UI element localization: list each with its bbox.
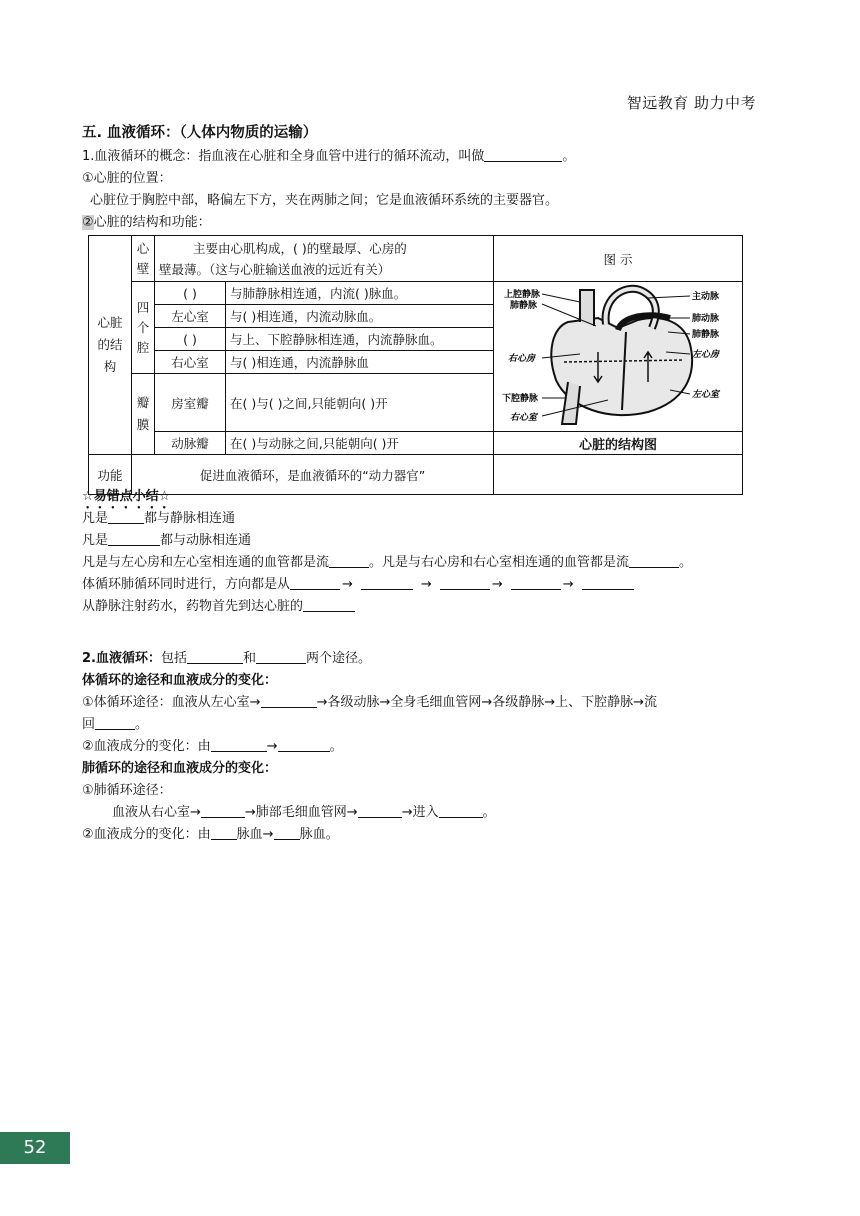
systemic-heading: 体循环的途径和血液成分的变化： [82,673,278,688]
errors-section [82,486,782,618]
blank[interactable] [629,553,679,568]
text: →进入 [401,805,439,820]
text: 。 [482,805,496,820]
error-line-3 [82,552,782,574]
blank[interactable] [361,575,413,590]
label-pv-right: 肺静脉 [692,330,720,340]
error-line-1 [82,508,782,530]
label-pa: 肺动脉 [692,314,720,324]
label-ivc: 下腔静脉 [502,394,539,404]
text: 都与静脉相连通 [144,511,236,526]
text: 凡是 [82,511,109,526]
chamber-name: 左心室 [155,305,226,328]
systemic-line-2 [82,714,782,736]
label-svc: 上腔静脉 [504,290,541,300]
blank[interactable] [439,803,483,818]
figure-caption: 心脏的结构图 [494,432,743,455]
blank[interactable] [256,649,306,664]
page-number: 52 [0,1132,70,1164]
section-title: 五. 血液循环：（人体内物质的运输） [82,125,318,141]
heart-structure-table [88,235,743,495]
pulmonary-heading: 肺循环的途径和血液成分的变化： [82,761,278,776]
blank[interactable] [582,575,634,590]
text: 回 [82,717,96,732]
blank[interactable] [108,531,160,546]
wall-label-text: 心壁 [136,240,150,276]
blank[interactable] [290,575,340,590]
circ-line-1 [82,648,782,670]
valve-name: 动脉瓣 [155,432,226,455]
chambers-label-text: 四个腔 [136,299,150,355]
wall-desc-1: 主要由心肌构成，( )的壁最厚、心房的 [193,240,407,256]
circulation-section [82,648,782,846]
arrow: → [342,577,353,592]
chambers-label [132,282,155,374]
valve-name: 房室瓣 [155,374,226,432]
arrow: → [420,577,432,592]
heart-diagram-cell [494,282,743,432]
text: ①体循环途径：血液从左心室→ [82,695,261,710]
blank[interactable] [201,803,245,818]
systemic-line-1 [82,692,782,714]
pulmonary-line-3 [82,824,782,846]
wall-desc-2: 壁最薄。（这与心脏输送血液的远近有关） [159,261,391,277]
text: 。 [329,739,343,754]
blank[interactable] [484,147,562,162]
blank[interactable] [261,693,317,708]
text: →肺部毛细血管网→ [244,805,358,820]
text: →各级动脉→全身毛细血管网→各级静脉→上、下腔静脉→流 [316,695,658,710]
heart-diagram [498,282,738,428]
pulmonary-line-1: ①肺循环途径： [82,783,172,798]
page-header: 智远教育 助力中考 [626,94,756,112]
chamber-desc: 与( )相连通，内流动脉血。 [226,305,494,328]
pulmonary-line-2 [82,802,782,824]
wall-label [132,236,155,282]
text: → [266,739,278,754]
text: 。凡是与右心房和右心室相连通的血管都是流 [369,555,630,570]
text: 凡是 [82,533,109,548]
text: 凡是与左心房和左心室相连通的血管都是流 [82,555,330,570]
chamber-desc: 与肺静脉相连通，内流( )脉血。 [226,282,494,305]
valve-desc: 在( )与( )之间,只能朝向( )开 [226,374,494,432]
blank[interactable] [511,575,561,590]
blank[interactable] [274,825,300,840]
concept-text: 1.血液循环的概念：指血液在心脏和全身血管中进行的循环流动，叫做 [82,149,485,164]
text: 从静脉注射药水，药物首先到达心脏的 [82,599,304,614]
structure-heading [82,212,782,234]
circ-title: 2.血液循环： [82,651,161,666]
error-line-2 [82,530,782,552]
position-text: 心脏位于胸腔中部，略偏左下方，夹在两肺之间；它是血液循环系统的主要器官。 [90,193,559,208]
blank[interactable] [329,553,369,568]
text: 和 [243,651,257,666]
label-ra: 右心房 [508,354,536,364]
text: 都与动脉相连通 [160,533,252,548]
error-line-5 [82,596,782,618]
figure-header: 图 示 [494,236,743,282]
text: 血液从右心室→ [112,805,201,820]
label-aorta: 主动脉 [692,292,720,302]
blank[interactable] [211,737,267,752]
text: 包括 [160,651,187,666]
errors-title [82,486,782,508]
errors-title-text: ☆易错点小结☆ [82,489,171,504]
label-la: 左心房 [692,350,720,360]
concept-end: 。 [562,149,576,164]
text: 体循环肺循环同时进行，方向都是从 [82,577,291,592]
valves-label [132,374,155,455]
position-heading: ①心脏的位置： [82,171,172,186]
concept-line [82,146,782,168]
blank[interactable] [440,575,490,590]
valves-label-text: 瓣膜 [136,395,150,432]
label-lv: 左心室 [692,390,720,400]
function-label: 功能 [89,455,132,495]
content [82,120,782,234]
arrow: → [491,577,503,592]
blank[interactable] [303,597,355,612]
error-line-4 [82,574,782,596]
chamber-name: 右心室 [155,351,226,374]
structure-heading-text: 心脏的结构和功能： [93,215,211,230]
blank[interactable] [211,825,237,840]
text: 脉血→ [236,827,274,842]
text: ②血液成分的变化：由 [82,827,211,842]
row-head-structure [89,236,132,455]
text: ②血液成分的变化：由 [82,739,211,754]
arrow: → [562,577,574,592]
systemic-line-3 [82,736,782,758]
blank[interactable] [358,803,402,818]
text: 两个途径。 [306,651,372,666]
text: 。 [679,555,693,570]
chamber-name: ( ) [155,328,226,351]
blank[interactable] [187,649,243,664]
chamber-desc: 与上、下腔静脉相连通，内流静脉血。 [226,328,494,351]
function-desc: 促进血液循环，是血液循环的“动力器官” [132,455,494,495]
label-rv: 右心室 [510,413,538,423]
row-head-text: 心脏的结构 [97,315,123,374]
valve-desc: 在( )与动脉之间,只能朝向( )开 [226,432,494,455]
chamber-desc: 与( )相连通，内流静脉血 [226,351,494,374]
wall-desc [155,236,494,282]
blank[interactable] [108,509,144,524]
blank[interactable] [95,715,135,730]
blank[interactable] [278,737,330,752]
text: 。 [135,717,149,732]
chamber-name: ( ) [155,282,226,305]
structure-heading-number: ② [82,215,94,230]
text: 脉血。 [299,827,339,842]
label-pv-left: 肺静脉 [510,301,538,311]
